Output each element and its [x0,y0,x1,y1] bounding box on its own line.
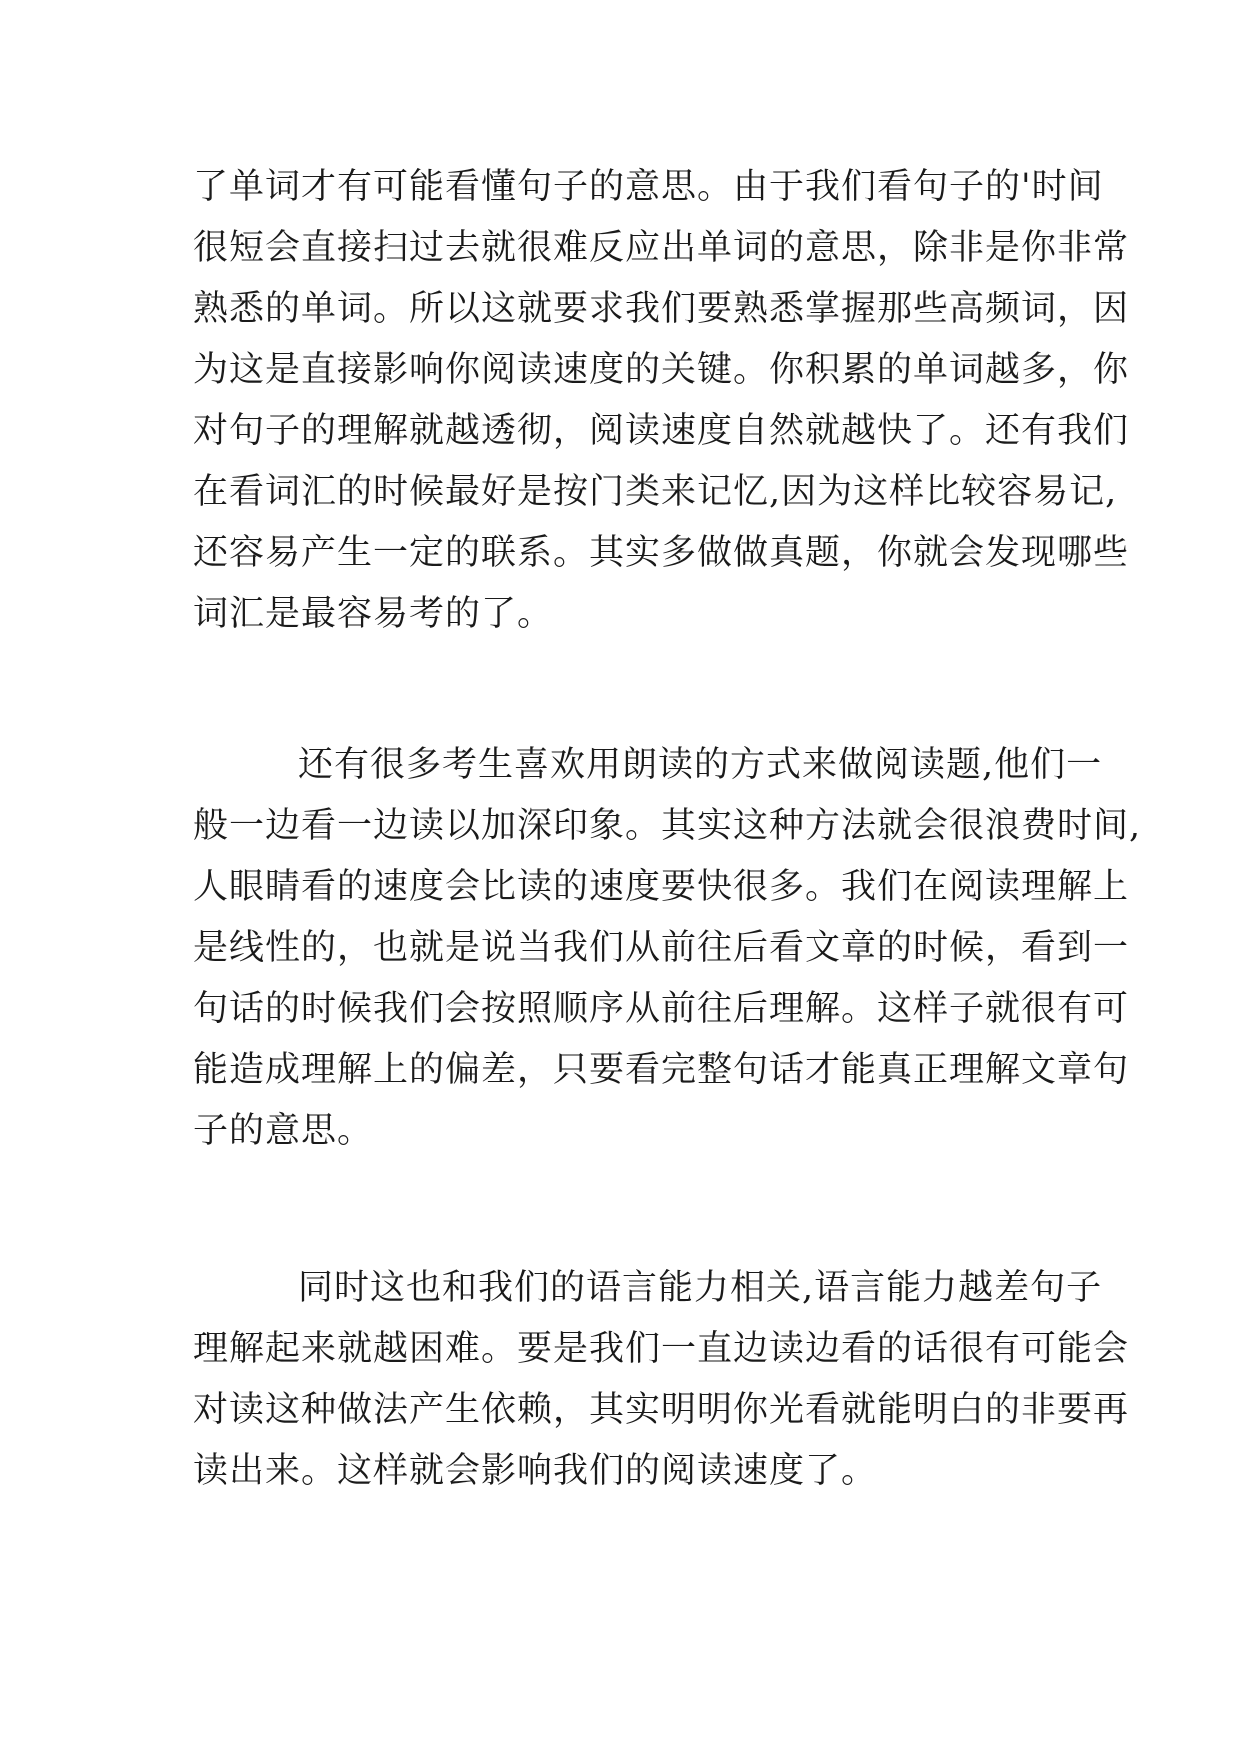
paragraph-line: 还容易产生一定的联系。其实多做做真题，你就会发现哪些 [193,533,1130,573]
paragraph-line: 是线性的，也就是说当我们从前往后看文章的时候，看到一 [193,928,1130,968]
paragraph-line: 熟悉的单词。所以这就要求我们要熟悉掌握那些高频词，因 [193,289,1130,329]
paragraph-line: 般一边看一边读以加深印象。其实这种方法就会很浪费时间, [193,806,1142,846]
paragraph-line: 很短会直接扫过去就很难反应出单词的意思，除非是你非常 [193,228,1130,268]
paragraph-line: 对句子的理解就越透彻，阅读速度自然就越快了。还有我们 [193,411,1130,451]
paragraph-line: 子的意思。 [193,1111,374,1151]
paragraph-line: 还有很多考生喜欢用朗读的方式来做阅读题,他们一 [298,745,1103,785]
paragraph-line: 对读这种做法产生依赖，其实明明你光看就能明白的非要再 [193,1390,1130,1430]
paragraph-1 [193,157,1130,645]
paragraph-line: 人眼睛看的速度会比读的速度要快很多。我们在阅读理解上 [193,867,1130,907]
paragraph-line: 理解起来就越困难。要是我们一直边读边看的话很有可能会 [193,1329,1130,1369]
paragraph-line: 读出来。这样就会影响我们的阅读速度了。 [193,1451,878,1491]
paragraph-3 [193,1258,1130,1502]
paragraph-2 [193,735,1142,1162]
paragraph-line: 为这是直接影响你阅读速度的关键。你积累的单词越多，你 [193,350,1130,390]
paragraph-line: 句话的时候我们会按照顺序从前往后理解。这样子就很有可 [193,989,1130,1029]
paragraph-line: 同时这也和我们的语言能力相关,语言能力越差句子 [298,1268,1103,1308]
paragraph-line: 能造成理解上的偏差，只要看完整句话才能真正理解文章句 [193,1050,1130,1090]
paragraph-line: 在看词汇的时候最好是按门类来记忆,因为这样比较容易记, [193,472,1118,512]
paragraph-line: 了单词才有可能看懂句子的意思。由于我们看句子的'时间 [193,167,1104,207]
paragraph-line: 词汇是最容易考的了。 [193,594,554,634]
